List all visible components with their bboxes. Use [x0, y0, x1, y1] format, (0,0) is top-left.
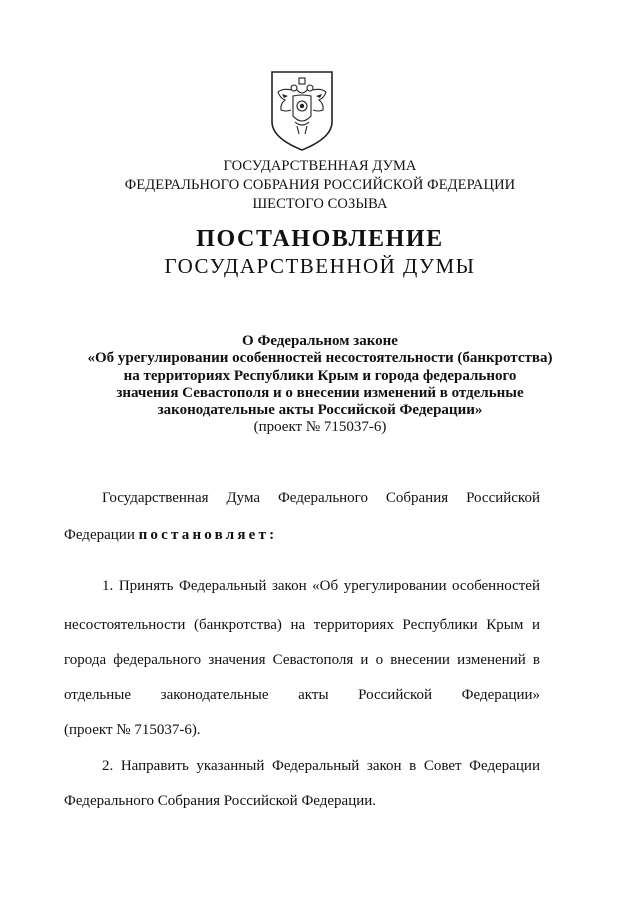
item-1-line-4: отдельные законодательные акты Российской Федерации» — [64, 687, 540, 703]
document-type-heading: ПОСТАНОВЛЕНИЕ — [196, 226, 444, 252]
org-name-line-1: ГОСУДАРСТВЕННАЯ ДУМА — [223, 158, 417, 174]
item-1-line-5: (проект № 715037-6). — [64, 722, 201, 738]
intro-paragraph-prefix: Федерации — [64, 527, 135, 543]
org-name-line-2: ФЕДЕРАЛЬНОГО СОБРАНИЯ РОССИЙСКОЙ ФЕДЕРАЦИИ — [124, 177, 516, 193]
convocation-line: ШЕСТОГО СОЗЫВА — [252, 196, 388, 212]
item-2-line-1: 2. Направить указанный Федеральный закон в Совет Федерации — [102, 758, 540, 774]
item-2-line-2: Федерального Собрания Российской Федерации. — [64, 793, 377, 809]
item-1-line-3: города федерального значения Севастополя и о внесении изменений в — [64, 652, 540, 668]
item-1-line-2: несостоятельности (банкротства) на территориях Республики Крым и — [64, 617, 540, 633]
intro-paragraph-line-1: Государственная Дума Федерального Собрания Российской — [102, 490, 540, 506]
document-title-line-4: значения Севастополя и о внесении изменений в отдельные — [116, 385, 524, 401]
document-title-line-3: на территориях Республики Крым и города федерального — [123, 368, 517, 384]
document-title-line-1: О Федеральном законе — [242, 333, 398, 349]
document-type-subheading: ГОСУДАРСТВЕННОЙ ДУМЫ — [164, 254, 476, 278]
document-title-line-2: «Об урегулировании особенностей несостоятельности (банкротства) — [87, 350, 553, 366]
coat-of-arms-emblem — [269, 70, 335, 152]
resolution-verb: постановляет: — [138, 527, 278, 543]
intro-paragraph-line-2 — [64, 527, 277, 544]
document-project-number: (проект № 715037-6) — [253, 419, 387, 435]
item-1-line-1: 1. Принять Федеральный закон «Об урегулировании особенностей — [102, 578, 540, 594]
document-title-line-5: законодательные акты Российской Федерации» — [157, 402, 483, 418]
